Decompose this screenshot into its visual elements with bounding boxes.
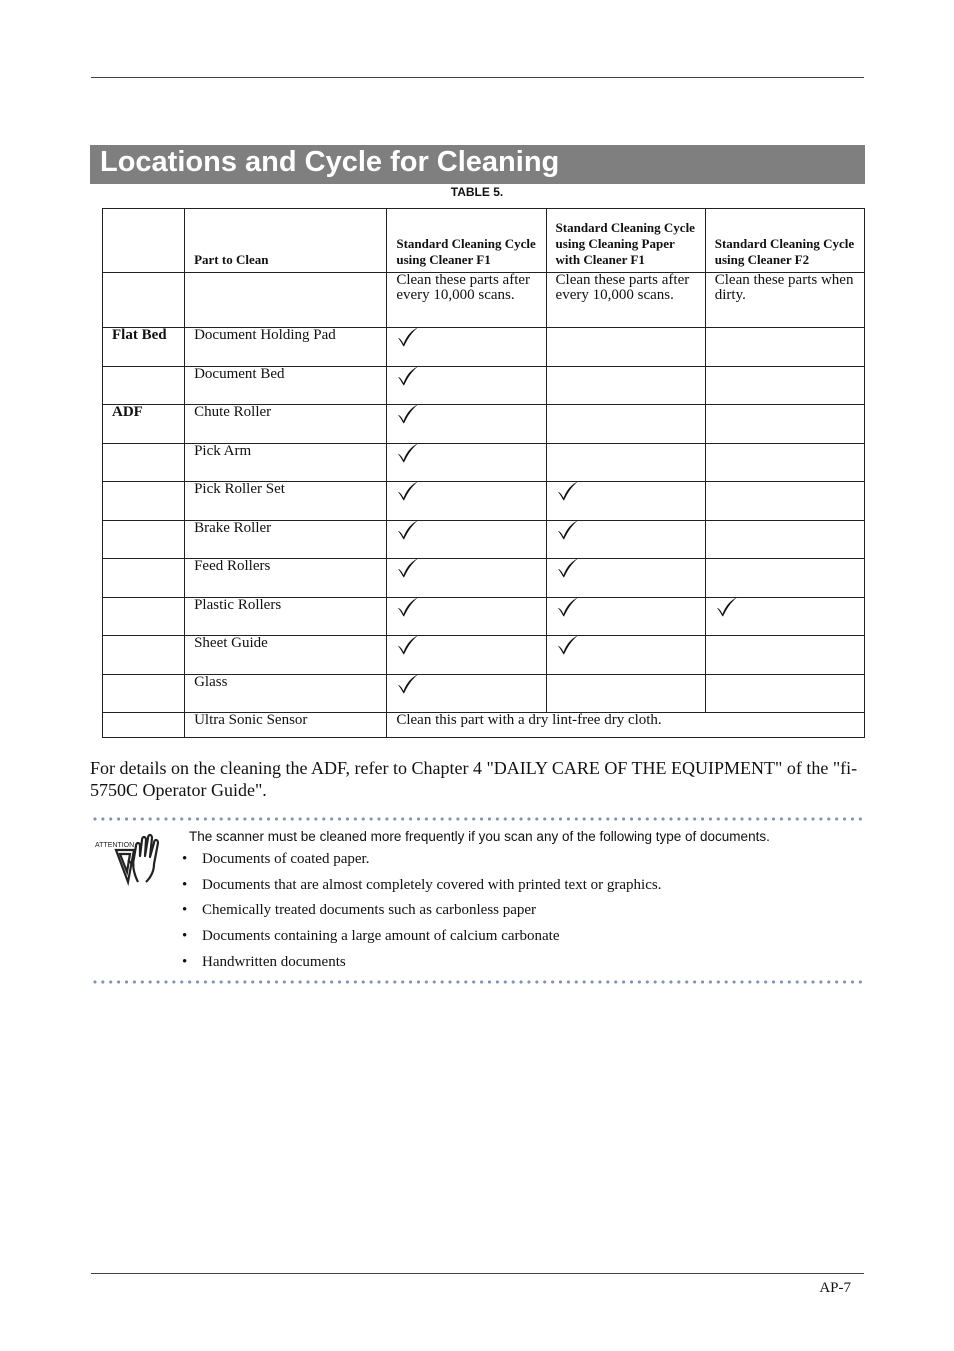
checkmark-icon (396, 442, 420, 464)
check-cell (387, 405, 546, 444)
details-text: For details on the cleaning the ADF, refer to Chapter 4 "DAILY CARE OF THE EQUIPMENT" of the "fi-5750C Operator Guide". (90, 758, 858, 800)
checkmark-icon (396, 480, 420, 502)
dotted-divider-bottom (91, 980, 864, 984)
check-cell (546, 674, 705, 713)
header-part: Part to Clean (185, 209, 387, 273)
check-cell (705, 636, 864, 675)
part-name: Pick Arm (185, 443, 387, 482)
group-cell (103, 520, 185, 559)
part-name: Plastic Rollers (185, 597, 387, 636)
check-cell (387, 366, 546, 405)
check-cell (387, 559, 546, 598)
table-row (103, 636, 865, 675)
check-cell (387, 328, 546, 367)
list-item: • Documents that are almost completely covered with printed text or graphics. (180, 877, 661, 903)
checkmark-icon (396, 673, 420, 695)
dotted-divider-top (91, 817, 864, 821)
check-cell (546, 405, 705, 444)
header-paper-f1: Standard Cleaning Cycle using Cleaning Paper with Cleaner F1 (546, 209, 705, 273)
page-title: Locations and Cycle for Cleaning (100, 146, 560, 178)
part-name: Pick Roller Set (185, 482, 387, 521)
list-item: • Chemically treated documents such as carbonless paper (180, 902, 661, 928)
check-cell (387, 636, 546, 675)
table-row (103, 443, 865, 482)
checkmark-icon (396, 326, 420, 348)
checkmark-icon (396, 365, 420, 387)
group-cell (103, 674, 185, 713)
checkmark-icon (556, 519, 580, 541)
check-cell (546, 443, 705, 482)
list-item: • Documents containing a large amount of calcium carbonate (180, 928, 661, 954)
cycle-cell: Clean these parts after every 10,000 scans. (546, 273, 705, 328)
checkmark-icon (556, 596, 580, 618)
check-cell (387, 443, 546, 482)
attention-icon-label: ATTENTION (95, 842, 135, 849)
part-name: Ultra Sonic Sensor (185, 713, 387, 738)
attention-intro: The scanner must be cleaned more frequently if you scan any of the following type of documents. (189, 829, 770, 844)
check-cell (546, 520, 705, 559)
header-cleaner-f2: Standard Cleaning Cycle using Cleaner F2 (705, 209, 864, 273)
attention-hand-icon (94, 830, 166, 886)
cleaning-table (102, 208, 865, 738)
check-cell (705, 405, 864, 444)
attention-list (180, 851, 661, 979)
check-cell (546, 482, 705, 521)
check-cell (387, 597, 546, 636)
header-row (103, 209, 865, 273)
cycle-empty (103, 273, 185, 328)
checkmark-icon (396, 403, 420, 425)
sensor-row (103, 713, 865, 738)
page-number: AP-7 (819, 1280, 851, 1296)
checkmark-icon (396, 557, 420, 579)
check-cell (705, 443, 864, 482)
group-label: ADF (103, 405, 185, 444)
part-name: Chute Roller (185, 405, 387, 444)
title-bar (90, 145, 865, 184)
table-caption: TABLE 5. (450, 185, 504, 199)
part-name: Document Bed (185, 366, 387, 405)
bottom-rule (91, 1273, 864, 1274)
checkmark-icon (556, 634, 580, 656)
check-cell (387, 674, 546, 713)
table-row (103, 328, 865, 367)
check-cell (705, 520, 864, 559)
table-row (103, 559, 865, 598)
header-cleaner-f1: Standard Cleaning Cycle using Cleaner F1 (387, 209, 546, 273)
part-name: Sheet Guide (185, 636, 387, 675)
cycle-row (103, 273, 865, 328)
group-label: Flat Bed (103, 328, 185, 367)
group-cell (103, 482, 185, 521)
check-cell (546, 366, 705, 405)
check-cell (546, 636, 705, 675)
cycle-cell: Clean these parts when dirty. (705, 273, 864, 328)
check-cell (387, 482, 546, 521)
checkmark-icon (396, 596, 420, 618)
group-cell (103, 597, 185, 636)
checkmark-icon (396, 519, 420, 541)
list-item: • Handwritten documents (180, 954, 661, 980)
top-rule (91, 77, 864, 78)
check-cell (387, 520, 546, 559)
part-name: Feed Rollers (185, 559, 387, 598)
part-name: Glass (185, 674, 387, 713)
cycle-cell: Clean these parts after every 10,000 scans. (387, 273, 546, 328)
table-row (103, 405, 865, 444)
check-cell (705, 366, 864, 405)
group-cell (103, 713, 185, 738)
group-cell (103, 443, 185, 482)
table-row (103, 597, 865, 636)
cycle-empty (185, 273, 387, 328)
group-cell (103, 366, 185, 405)
table-row (103, 520, 865, 559)
check-cell (705, 597, 864, 636)
check-cell (546, 559, 705, 598)
check-cell (546, 597, 705, 636)
table-row (103, 366, 865, 405)
check-cell (705, 482, 864, 521)
group-cell (103, 559, 185, 598)
table-body (103, 273, 865, 738)
checkmark-icon (556, 480, 580, 502)
table-row (103, 482, 865, 521)
part-name: Document Holding Pad (185, 328, 387, 367)
checkmark-icon (396, 634, 420, 656)
table-row (103, 674, 865, 713)
check-cell (705, 559, 864, 598)
check-cell (546, 328, 705, 367)
part-name: Brake Roller (185, 520, 387, 559)
checkmark-icon (556, 557, 580, 579)
header-group (103, 209, 185, 273)
checkmark-icon (715, 596, 739, 618)
group-cell (103, 636, 185, 675)
sensor-note: Clean this part with a dry lint-free dry cloth. (387, 713, 865, 738)
check-cell (705, 328, 864, 367)
check-cell (705, 674, 864, 713)
list-item: • Documents of coated paper. (180, 851, 661, 877)
